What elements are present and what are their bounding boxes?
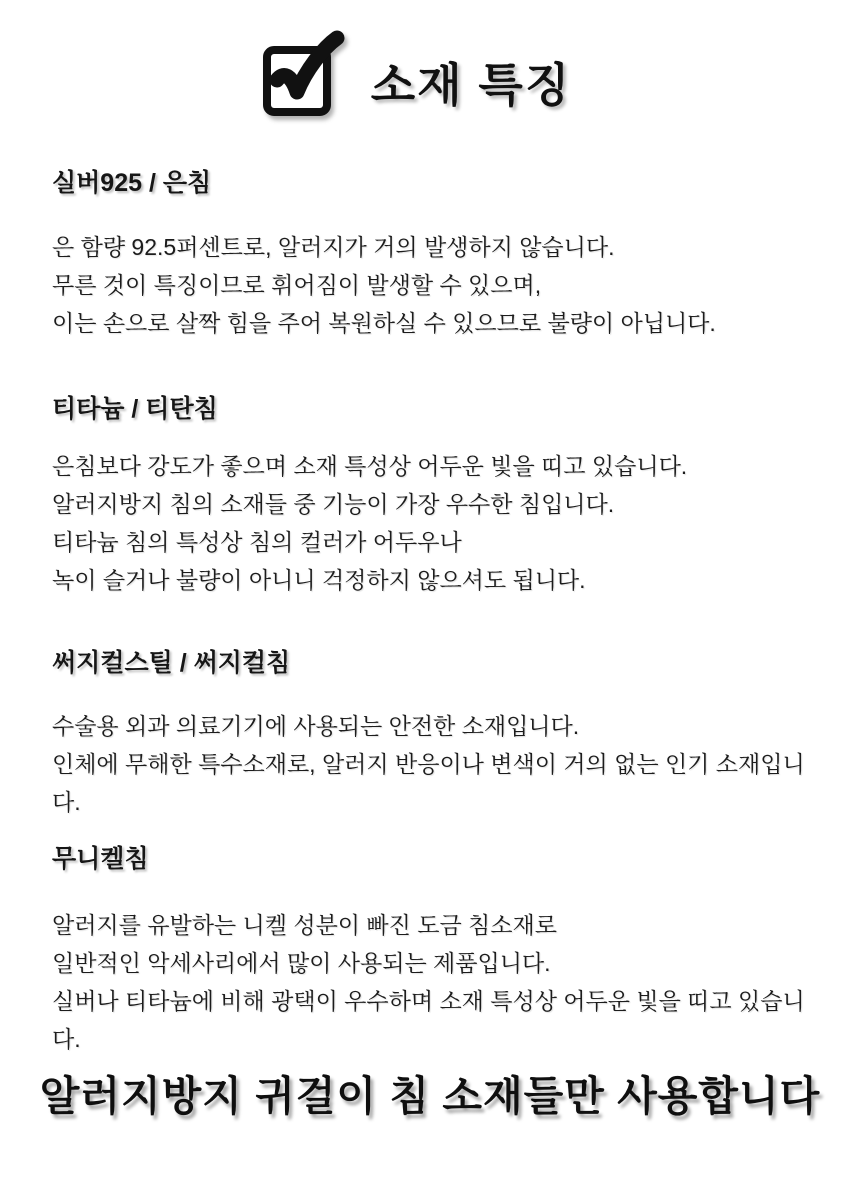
body-line: 인체에 무해한 특수소재로, 알러지 반응이나 변색이 거의 없는 인기 소재입니다. [52,751,805,815]
section-silver925 [52,168,812,342]
body-line: 은 함량 92.5퍼센트로, 알러지가 거의 발생하지 않습니다. [52,234,615,260]
body-line: 무른 것이 특징이므로 휘어짐이 발생할 수 있으며, [52,272,542,298]
page-title: 소재 특징 [370,59,572,111]
body-line: 이는 손으로 살짝 힘을 주어 복원하실 수 있으므로 불량이 아닙니다. [52,310,716,336]
section-heading: 실버925 / 은침 [52,169,212,197]
body-line: 은침보다 강도가 좋으며 소재 특성상 어두운 빛을 띠고 있습니다. [52,453,688,479]
checkbox-check-icon [249,28,345,120]
section-nickel-free [52,844,812,1058]
body-line: 실버나 티타늄에 비해 광택이 우수하며 소재 특성상 어두운 빛을 띠고 있습니다. [52,988,805,1052]
body-line: 알러지방지 침의 소재들 중 기능이 가장 우수한 침입니다. [52,491,615,517]
section-surgical-steel [52,648,812,821]
body-line: 녹이 슬거나 불량이 아니니 걱정하지 않으셔도 됩니다. [52,567,586,593]
section-heading: 써지컬스틸 / 써지컬침 [52,649,291,677]
section-body [52,447,812,599]
section-heading: 무니켈침 [52,845,149,873]
body-line: 티타늄 침의 특성상 침의 컬러가 어두우나 [52,529,462,555]
body-line: 수술용 외과 의료기기에 사용되는 안전한 소재입니다. [52,713,580,739]
section-body [52,707,812,821]
footer [0,1072,860,1121]
section-heading: 티타늄 / 티탄침 [52,395,218,423]
body-line: 일반적인 악세사리에서 많이 사용되는 제품입니다. [52,950,551,976]
footer-statement: 알러지방지 귀걸이 침 소재들만 사용합니다 [39,1073,821,1119]
page-header [0,28,860,120]
section-body [52,228,812,342]
section-body [52,906,812,1058]
section-titanium [52,394,812,599]
body-line: 알러지를 유발하는 니켈 성분이 빠진 도금 침소재로 [52,912,557,938]
